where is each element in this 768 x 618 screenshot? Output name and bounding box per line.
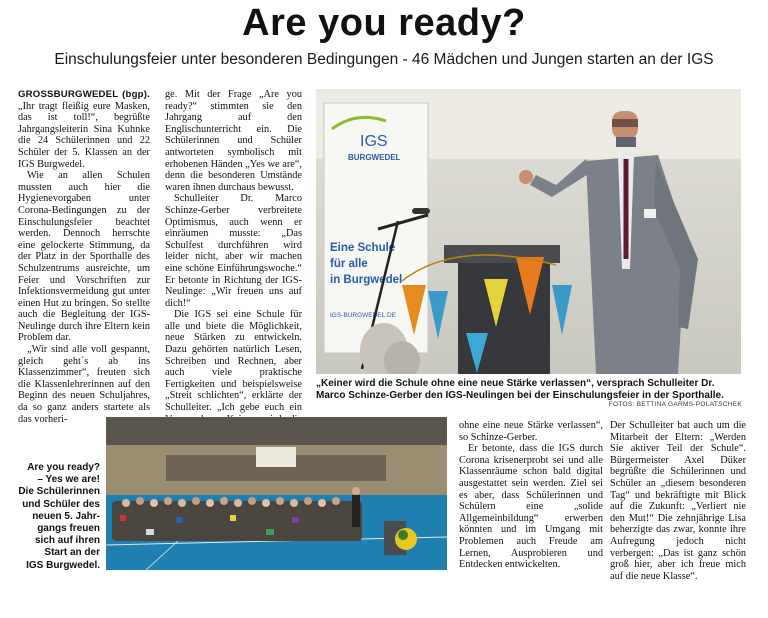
subheadline: Einschulungsfeier unter besonderen Bedingungen - 46 Mädchen und Jungen starten an der IGS	[54, 51, 714, 68]
banner-url: IGS-BURGWEDEL.DE	[330, 312, 397, 319]
microphone	[412, 208, 430, 214]
paragraph: Wie an allen Schulen mussten auch hier die Hygienevorgaben unter Corona-Bedingungen zu der Einschulungsfeier beachtet werden. Dennoch herrschte eine gelockerte Stimmung, da der Platz in der Sporthalle des Schulzentrums ausreichte, um Feier und Vorschriften zur Infektionsvermeidung gut unter einen Hut zu bringen. So stellte auch die Begleitung der IGS-Neulinge durch ihre Eltern kein Problem dar.	[18, 170, 150, 344]
standing-person	[352, 495, 360, 527]
banner-logo-subtext: BURGWEDEL	[348, 153, 401, 162]
paragraph: Der Schulleiter bat auch um die Mitarbeit der Eltern: „Werden Sie aktiver Teil der Schule“. Bürgermeister Axel Düker begrüßte die Schülerinnen und Schüler an „diesem besonderen Tag“ und bekräftigte mit Blick auf die Zukunft: „Verliert nie den Mut!“ Die zehnjährige Lisa beherzigte das zwar, konnte ihre Aufregung jedoch nicht verbergen: „Das ist ganz schön groß hier, aber ich freue mich auf die neue Klasse“.	[610, 420, 746, 582]
caption-line: Start an der	[44, 547, 100, 559]
article-column-4	[610, 420, 746, 582]
paragraph: Er betonte, dass die IGS durch Corona krisenerprobt sei und alle Klassenräume schon bald digital ausgestattet sein werden. Ziel sei es aber, dass Schülerinnen und Schülern eine „solide Allgemeinbildung“ erwerben könnten und im Umgang mit Problemen auch Freude am Lernen, Ausprobieren und Entdecken entwickelten.	[459, 443, 603, 571]
caption-line: und Schüler des	[22, 498, 100, 510]
paragraph: Die IGS sei eine Schule für alle und biete die Möglichkeit, neue Stärken zu entwickeln. Dazu gehörten natürlich Lesen, Schreiben und Rechnen, aber auch viele praktische Fertigkeiten und beispielsweise „Streit schlichten“, erklärte der Schulleiter. „Ich gebe euch ein	[165, 309, 302, 414]
headline: Are you ready?	[242, 2, 526, 44]
dateline: GROSSBURGWEDEL (bgp).	[18, 89, 150, 100]
article-column-2	[165, 89, 302, 437]
principal-speech-photo	[316, 89, 741, 374]
caption-line: Are you ready?	[27, 462, 100, 473]
audience	[112, 497, 362, 541]
caption-line: IGS Burgwedel.	[26, 559, 100, 571]
name-badge	[644, 209, 656, 218]
banner-slogan-line: in Burgwedel	[330, 274, 403, 286]
sports-hall-photo	[106, 417, 447, 570]
caption-line: gangs freuen	[37, 523, 100, 535]
hall-ceiling	[106, 417, 447, 445]
caption-line: – Yes we are!	[37, 474, 100, 486]
paragraph: Schulleiter Dr. Marco Schinze-Gerber verbreitete Optimismus, auch wenn er einräumen musste: „Das Schulfest durchführen wird leider nicht, aber wir machen eine schöne Einführungswoche.“ Er betonte in Richtung der IGS-Neulinge: „Wir freuen uns auf dich!“	[165, 193, 302, 309]
photo-credit: FOTOS: BETTINA GARMS-POLATSCHEK	[608, 401, 742, 408]
banner-logo-text: IGS	[360, 133, 388, 150]
caption-line: sich auf ihren	[34, 535, 100, 547]
paragraph-text: „Ihr tragt fleißig eure Masken, das ist toll!“, begrüßte Jahrgangsleiterin Sina Kuhnke die 24 Schülerinnen und 22 Schüler der 5. Klassen an der IGS Burgwedel.	[18, 100, 150, 170]
banner-slogan-line: für alle	[330, 258, 368, 270]
speaker-glasses	[612, 119, 638, 127]
caption-line: Die Schülerinnen	[18, 486, 100, 498]
article-column-3	[459, 420, 603, 571]
photo-caption-bottom	[14, 462, 100, 572]
paragraph: ohne eine neue Stärke verlassen“, so Schinze-Gerber.	[459, 420, 603, 443]
banner-slogan-line: Eine Schule	[330, 242, 396, 254]
article-column-1	[18, 89, 150, 425]
hall-window	[256, 447, 296, 467]
paragraph	[18, 89, 150, 170]
caption-line: neuen 5. Jahr-	[32, 510, 100, 522]
principal-speech-illustration	[316, 89, 741, 374]
sports-hall-illustration	[106, 417, 447, 570]
speaker-hand	[519, 170, 533, 184]
photo-caption-top: „Keiner wird die Schule ohne eine neue Stärke verlassen“, versprach Schulleiter Dr. Marco Schinze-Gerber den IGS-Neulingen bei der Einschulungsfeier in der Sporthalle.	[316, 378, 724, 401]
speaker-mask	[616, 137, 636, 147]
paragraph: ge. Mit der Frage „Are you ready?“ stimmten sie den Jahrgang auf den Englischunterricht ein. Die Schülerinnen und Schüler antworteten symbolisch mit erhobenen Händen „Yes we are“, denn die besonderen Umstände waren ihnen durchaus bewusst.	[165, 89, 302, 193]
paragraph: „Wir sind alle voll gespannt, gleich geht´s ab ins Klassenzimmer“, freuten sich die Klassenlehrerinnen auf den Beginn des neuen Schuljahres, da so ganz anders startete als das vorheri-	[18, 344, 150, 425]
